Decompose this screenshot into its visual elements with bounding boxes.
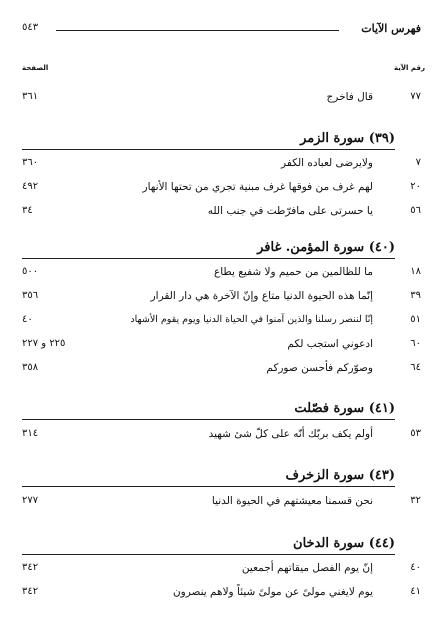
verse-number: ٤٠ <box>410 562 421 573</box>
running-head-title: فهرس الآيات <box>361 22 421 35</box>
verse-entry <box>22 586 425 604</box>
verse-page: ٣٦١ <box>22 91 39 102</box>
verse-page: ٣٤٢ <box>22 562 39 573</box>
surah-heading-rule <box>22 419 395 420</box>
verse-number: ٧٧ <box>410 91 421 102</box>
verse-entry <box>22 290 425 308</box>
verse-page: ٣٦٠ <box>22 157 39 168</box>
verse-entry <box>22 266 425 284</box>
verse-page: ٢٢٥ و ٢٢٧ <box>22 338 66 349</box>
verse-number: ٥٦ <box>410 205 421 216</box>
verse-page: ٤٠ <box>22 314 33 325</box>
verse-number: ١٨ <box>410 266 421 277</box>
verse-page: ٣٥٨ <box>22 362 39 373</box>
verse-number: ٥١ <box>410 314 421 325</box>
running-head-rule <box>56 30 339 31</box>
verse-number: ٥٣ <box>410 428 421 439</box>
verse-entry <box>22 157 425 175</box>
verse-text: وصوّركم فأحسن صوركم <box>266 362 373 374</box>
verse-text: لهم غرف من فوقها غرف مبنية تجري من تحتها الأنهار <box>142 181 373 193</box>
verse-text: يوم لايغني مولىً عن مولىً شيئاً ولاهم ينصرون <box>172 586 373 598</box>
surah-heading: (٣٩) سورة الزمر <box>300 131 395 146</box>
surah-heading-rule <box>22 486 395 487</box>
verse-text: ولايرضى لعباده الكفر <box>281 157 373 169</box>
verse-page: ٣١٤ <box>22 428 39 439</box>
page-number: ٥٤٣ <box>22 22 39 33</box>
verse-text: يا حسرتى على مافرّطت في جنب الله <box>207 205 373 217</box>
verse-text: قال فاخرج <box>326 91 373 103</box>
verse-number: ٧ <box>415 157 421 168</box>
verse-text: إنّ يوم الفصل ميقاتهم أجمعين <box>241 562 373 574</box>
verse-entry <box>22 314 425 332</box>
verse-page: ٤٩٢ <box>22 181 39 192</box>
verse-number: ٣٩ <box>410 290 421 301</box>
verse-entry <box>22 181 425 199</box>
verse-page: ٣٤٢ <box>22 586 39 597</box>
verse-text: أولم يكف بربّك أنّه على كلّ شئ شهيد <box>208 428 373 440</box>
verse-number: ٤١ <box>410 586 421 597</box>
verse-entry <box>22 338 425 356</box>
surah-heading: (٤٠) سورة المؤمن. غافر <box>257 240 395 255</box>
verse-text: ما للظالمين من حميم ولا شفيع يطاع <box>213 266 373 278</box>
verse-entry <box>22 91 425 109</box>
surah-heading-rule <box>22 149 395 150</box>
verse-entry <box>22 495 425 513</box>
surah-heading-rule <box>22 554 395 555</box>
verse-text: إنّما هذه الحيوة الدنيا متاع وإنّ الآخرة هي دار القرار <box>150 290 373 302</box>
verse-page: ٥٠٠ <box>22 266 39 277</box>
verse-entry <box>22 205 425 223</box>
verse-text: ادعوني استجب لكم <box>287 338 373 350</box>
page-header: الصفحة <box>22 64 49 72</box>
verse-entry <box>22 362 425 380</box>
verse-number: ٦٠ <box>410 338 421 349</box>
verse-number: ٢٠ <box>410 181 421 192</box>
verse-page: ٣٤ <box>22 205 33 216</box>
verse-number: ٦٤ <box>410 362 421 373</box>
verse-entry <box>22 562 425 580</box>
surah-heading: (٤١) سورة فصّلت <box>294 401 395 416</box>
surah-heading: (٤٤) سورة الدخان <box>293 536 395 551</box>
verse-number: ٣٢ <box>410 495 421 506</box>
verse-text: نحن قسمنا معيشتهم في الحيوة الدنيا <box>211 495 373 507</box>
surah-heading: (٤٣) سورة الزخرف <box>285 468 395 483</box>
verse-text: إنّا لننصر رسلنا والذين آمنوا في الحياة الدنيا ويوم يقوم الأشهاد <box>130 314 373 325</box>
running-head <box>22 22 421 38</box>
verse-number-header: رقم الآية <box>393 64 425 72</box>
verse-entry <box>22 428 425 446</box>
verse-page: ٣٥٦ <box>22 290 39 301</box>
verse-page: ٢٧٧ <box>22 495 39 506</box>
surah-heading-rule <box>22 258 395 259</box>
